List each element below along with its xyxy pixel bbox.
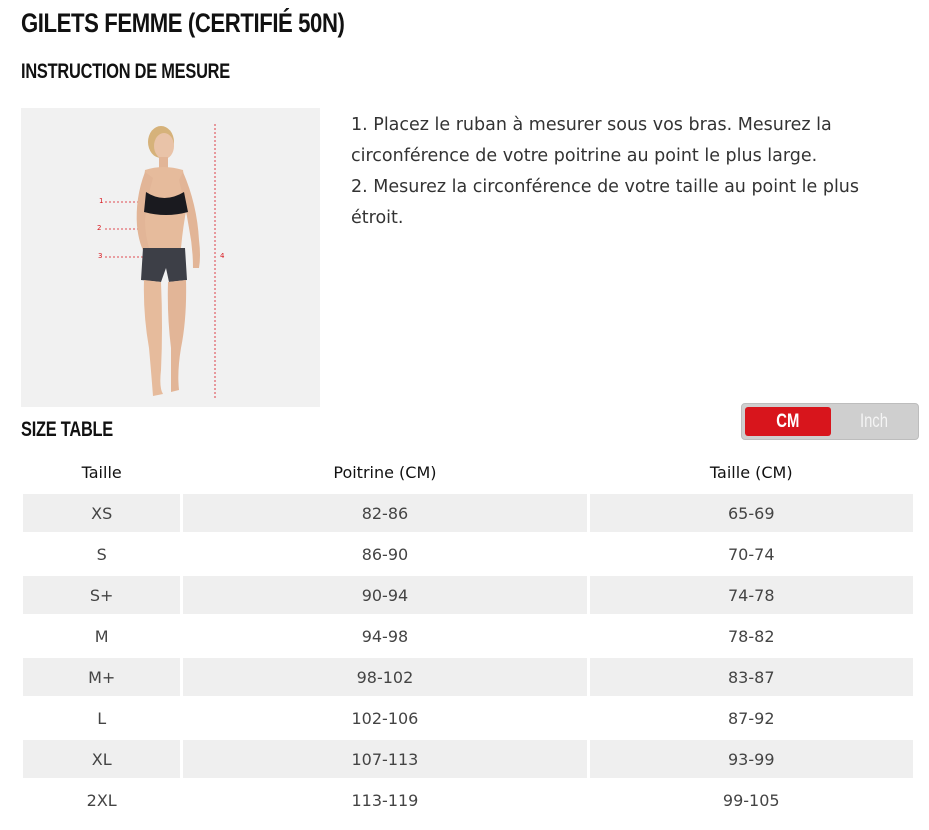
chest-cell: 102-106 [351,708,419,728]
size-cell: 2XL [86,790,117,810]
header-size: Taille [81,463,122,482]
waist-cell: 99-105 [722,790,780,810]
waist-cell: 93-99 [590,740,913,778]
table-row [23,699,913,737]
size-cell: L [97,708,107,728]
waist-cell: 83-87 [590,658,913,696]
waist-cell: 87-92 [728,708,775,728]
table-row [23,658,913,696]
chest-cell: 107-113 [183,740,586,778]
table-row [23,781,913,819]
unit-inch-label: Inch [859,411,889,432]
marker-2: 2 [97,224,102,232]
size-cell: S+ [23,576,180,614]
table-row [23,535,913,573]
chest-cell: 86-90 [361,544,409,564]
measurement-instructions [351,110,916,234]
marker-1: 1 [99,197,104,205]
chest-cell: 113-119 [351,790,419,810]
unit-cm-label: CM [776,411,800,432]
instruction-step-1: 1. Placez le ruban à mesurer sous vos bras. Mesurez la circonférence de votre poitrine au point le plus large. [351,115,832,166]
chest-cell: 94-98 [361,626,409,646]
waist-cell: 78-82 [728,626,775,646]
unit-inch-button[interactable] [831,407,917,436]
waist-cell: 65-69 [590,494,913,532]
table-row [23,494,913,532]
table-header-row [23,454,913,491]
measurement-figure [21,108,320,407]
unit-cm-button[interactable] [745,407,831,436]
size-cell: XL [23,740,180,778]
model-silhouette [137,126,200,396]
instruction-step-2: 2. Mesurez la circonférence de votre taille au point le plus étroit. [351,177,860,228]
chest-cell: 82-86 [183,494,586,532]
size-cell: S [96,544,107,564]
marker-3: 3 [98,252,103,260]
page-title: GILETS FEMME (CERTIFIÉ 50N) [21,8,345,38]
size-table [20,451,916,822]
unit-toggle [741,403,919,440]
size-cell: M+ [23,658,180,696]
header-chest: Poitrine (CM) [333,463,437,482]
size-cell: M [94,626,109,646]
measure-instruction-heading: INSTRUCTION DE MESURE [21,60,230,83]
size-cell: XS [23,494,180,532]
header-waist: Taille (CM) [709,463,793,482]
waist-cell: 70-74 [728,544,775,564]
chest-cell: 98-102 [183,658,586,696]
table-row [23,576,913,614]
marker-4: 4 [220,252,225,260]
chest-cell: 90-94 [183,576,586,614]
table-row [23,740,913,778]
size-table-heading: SIZE TABLE [21,418,114,441]
table-row [23,617,913,655]
waist-cell: 74-78 [590,576,913,614]
